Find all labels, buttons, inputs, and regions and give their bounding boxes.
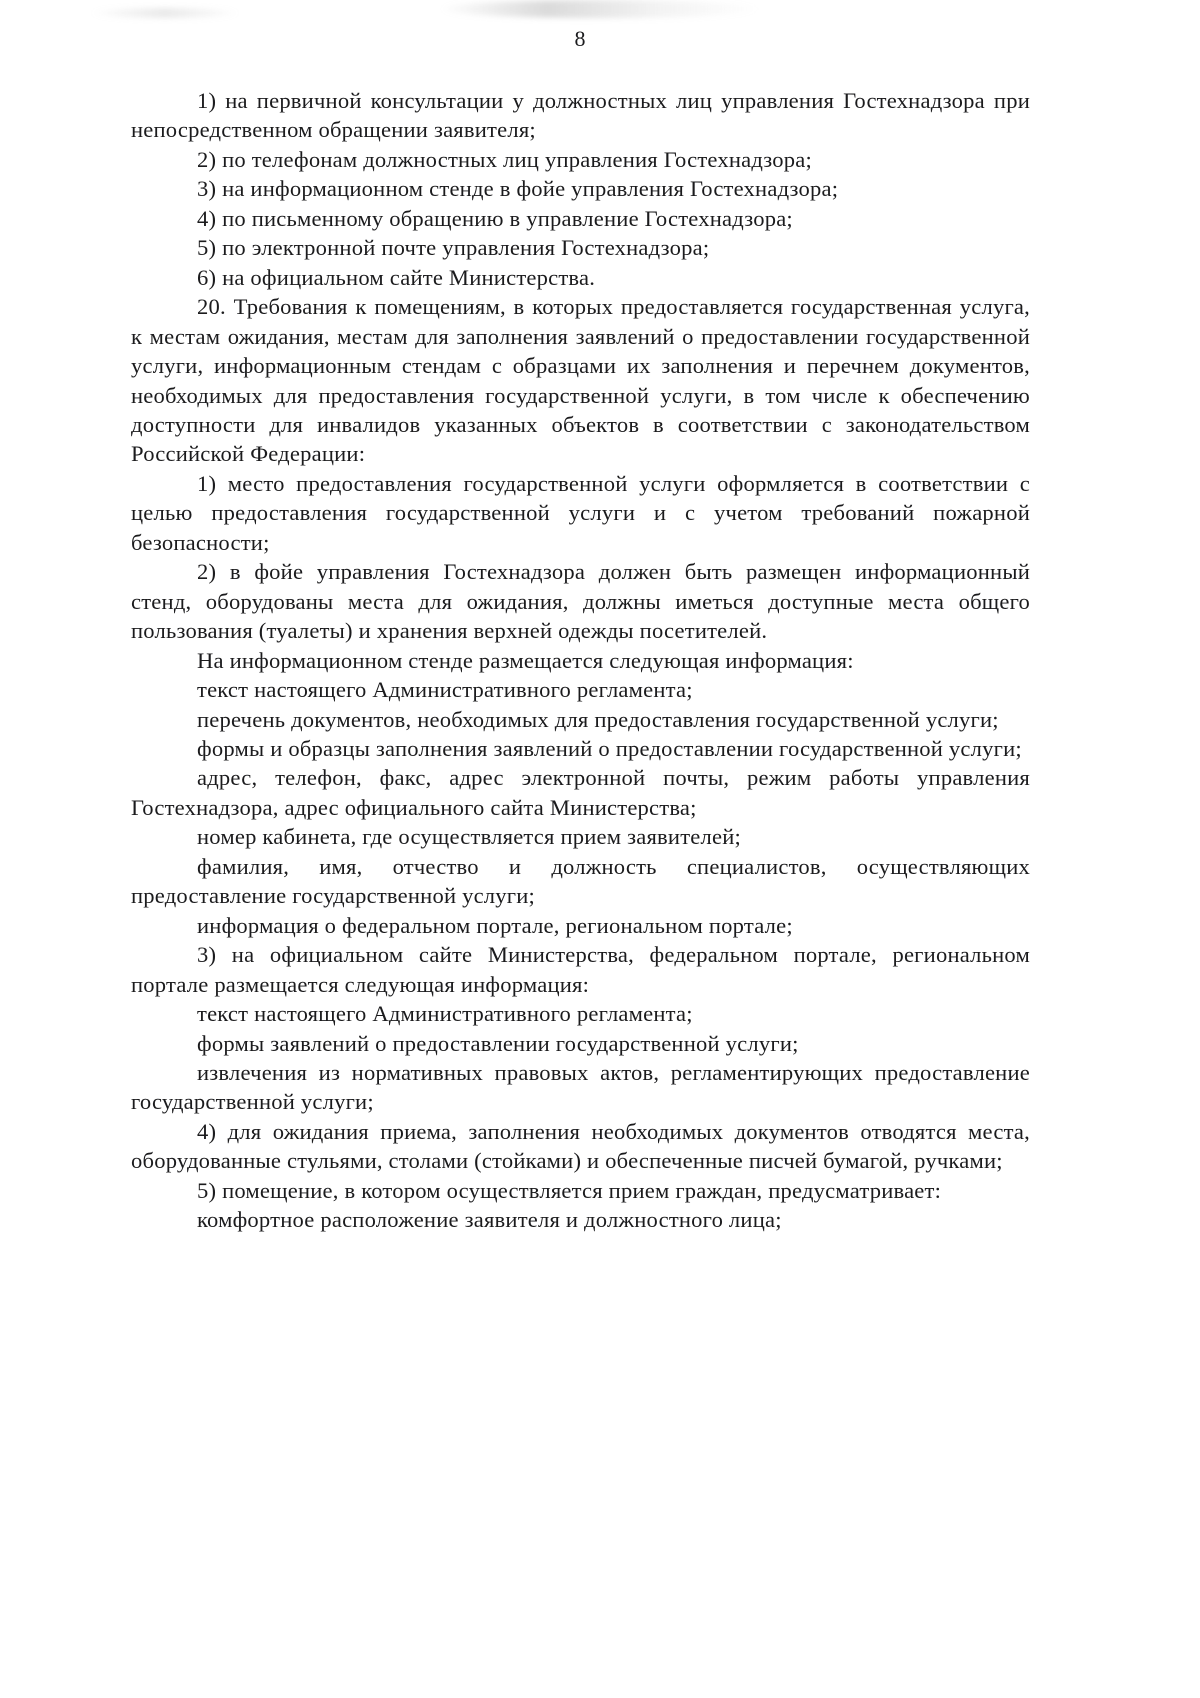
paragraph: фамилия, имя, отчество и должность специалистов, осуществляющих предоставление государственной услуги;	[131, 853, 1030, 909]
paragraph: 5) по электронной почте управления Гостехнадзора;	[197, 235, 710, 261]
paragraph: 6) на официальном сайте Министерства.	[197, 264, 596, 290]
paragraph: информация о федеральном портале, региональном портале;	[197, 912, 793, 938]
paragraph: перечень документов, необходимых для предоставления государственной услуги;	[197, 706, 999, 732]
paragraph: извлечения из нормативных правовых актов, регламентирующих предоставление государственной услуги;	[131, 1059, 1030, 1115]
paragraph: 4) для ожидания приема, заполнения необходимых документов отводятся места, оборудованные стульями, столами (стойками) и обеспеченные писчей бумагой, ручками;	[131, 1118, 1030, 1174]
scan-artifact-top-center	[440, 0, 760, 18]
paragraph: формы заявлений о предоставлении государственной услуги;	[197, 1030, 799, 1056]
document-body	[131, 86, 1030, 1235]
paragraph: текст настоящего Административного регламента;	[197, 677, 693, 703]
paragraph: 3) на официальном сайте Министерства, федеральном портале, региональном портале размещается следующая информация:	[131, 942, 1030, 997]
paragraph: 1) на первичной консультации у должностных лиц управления Гостехнадзора при непосредственном обращении заявителя;	[131, 88, 1030, 143]
scan-artifact-top-left	[90, 8, 240, 18]
paragraph: На информационном стенде размещается следующая информация:	[197, 647, 854, 673]
paragraph: 2) по телефонам должностных лиц управления Гостехнадзора;	[197, 146, 812, 172]
paragraph: 20. Требования к помещениям, в которых предоставляется государственная услуга, к местам ожидания, местам для заполнения заявлений о предоставлении государственной услуги, информационным стендам с образцами их заполнения и перечнем документов, необходимых для предоставления государственной услуги, в том числе к обеспечению доступности для инвалидов указанных объектов в соответствии с законодательством Российской Федерации:	[131, 294, 1030, 467]
paragraph: текст настоящего Административного регламента;	[197, 1001, 693, 1027]
paragraph: 5) помещение, в котором осуществляется прием граждан, предусматривает:	[197, 1177, 942, 1203]
paragraph: 1) место предоставления государственной услуги оформляется в соответствии с целью предоставления государственной услуги и с учетом требований пожарной безопасности;	[131, 470, 1030, 555]
paragraph: формы и образцы заполнения заявлений о предоставлении государственной услуги;	[197, 735, 1022, 761]
paragraph: адрес, телефон, факс, адрес электронной почты, режим работы управления Гостехнадзора, адрес официального сайта Министерства;	[131, 765, 1030, 820]
paragraph: 4) по письменному обращению в управление Гостехнадзора;	[197, 205, 793, 231]
paragraph: комфортное расположение заявителя и должностного лица;	[197, 1207, 782, 1233]
page-number: 8	[574, 26, 586, 51]
paragraph: 3) на информационном стенде в фойе управления Гостехнадзора;	[197, 176, 839, 202]
paragraph: 2) в фойе управления Гостехнадзора должен быть размещен информационный стенд, оборудованы места для ожидания, должны иметься доступные места общего пользования (туалеты) и хранения верхней одежды посетителей.	[131, 559, 1030, 644]
paragraph: номер кабинета, где осуществляется прием заявителей;	[197, 824, 741, 850]
